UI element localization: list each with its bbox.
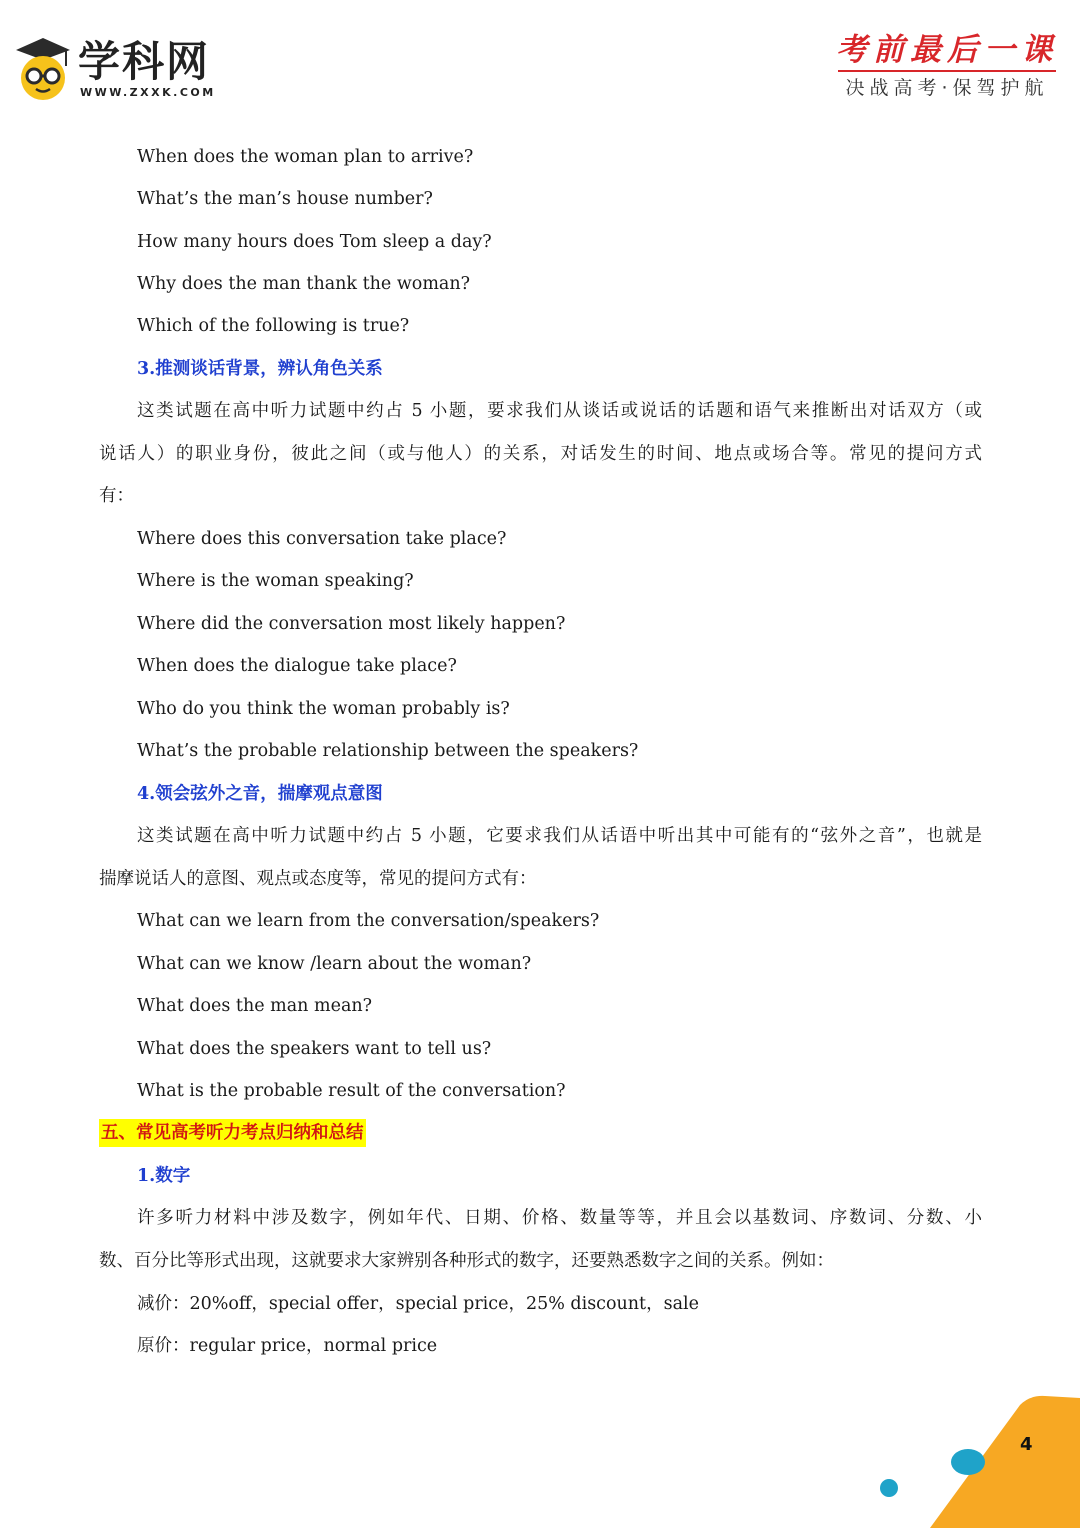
logo-name: 学科网 — [78, 37, 211, 86]
page-corner-decoration — [870, 1390, 1080, 1528]
question-line: When does the dialogue take place? — [137, 656, 457, 676]
question-line: Where did the conversation most likely happen? — [137, 614, 566, 634]
page-number: 4 — [1020, 1434, 1033, 1455]
page-header — [0, 0, 1080, 110]
paragraph-line: 数、百分比等形式出现，这就要求大家辨别各种形式的数字，还要熟悉数字之间的关系。例如： — [99, 1251, 834, 1271]
slogan-main: 考前最后一课 — [836, 32, 1058, 68]
paragraph-line: 有： — [99, 486, 134, 506]
question-line: Where is the woman speaking? — [137, 571, 414, 591]
slogan-badge — [832, 30, 1062, 110]
question-line: What can we learn from the conversation/speakers? — [137, 911, 600, 931]
example-line: 原价：regular price，normal price — [137, 1336, 438, 1356]
sub-heading: 1.数字 — [137, 1166, 191, 1186]
question-line: How many hours does Tom sleep a day? — [137, 232, 492, 252]
question-line: What does the speakers want to tell us? — [137, 1039, 492, 1059]
slogan-sub: 决战高考·保驾护航 — [845, 77, 1049, 99]
paragraph-line: 许多听力材料中涉及数字，例如年代、日期、价格、数量等等，并且会以基数词、序数词、分数、小 — [137, 1208, 982, 1228]
question-line: Why does the man thank the woman? — [137, 274, 471, 294]
paragraph-line: 这类试题在高中听力试题中约占 5 小题，它要求我们从话语中听出其中可能有的“弦外之音”，也就是 — [137, 826, 982, 846]
zxxk-logo — [14, 36, 224, 104]
question-line: What can we know /learn about the woman? — [137, 954, 532, 974]
question-line: What’s the man’s house number? — [137, 189, 433, 209]
question-line: What’s the probable relationship between the speakers? — [137, 741, 639, 761]
section-heading: 4.领会弦外之音，揣摩观点意图 — [137, 784, 383, 804]
paragraph-line: 这类试题在高中听力试题中约占 5 小题，要求我们从谈话或说话的话题和语气来推断出对话双方（或 — [137, 401, 982, 421]
paragraph-line: 说话人）的职业身份，彼此之间（或与他人）的关系，对话发生的时间、地点或场合等。常见的提问方式 — [99, 444, 982, 464]
section-heading: 3.推测谈话背景，辨认角色关系 — [137, 359, 383, 379]
question-line: Who do you think the woman probably is? — [137, 699, 510, 719]
mascot-icon — [14, 36, 72, 102]
highlighted-section-title: 五、常见高考听力考点归纳和总结 — [99, 1119, 366, 1147]
question-line: What does the man mean? — [137, 996, 373, 1016]
question-line: When does the woman plan to arrive? — [137, 147, 474, 167]
question-line: Which of the following is true? — [137, 316, 410, 336]
paragraph-line: 揣摩说话人的意图、观点或态度等，常见的提问方式有： — [99, 869, 537, 889]
question-line: What is the probable result of the conversation? — [137, 1081, 566, 1101]
logo-url: WWW.ZXXK.COM — [80, 86, 216, 99]
question-line: Where does this conversation take place? — [137, 529, 507, 549]
example-line: 减价：20%off，special offer，special price，25% discount，sale — [137, 1294, 699, 1314]
